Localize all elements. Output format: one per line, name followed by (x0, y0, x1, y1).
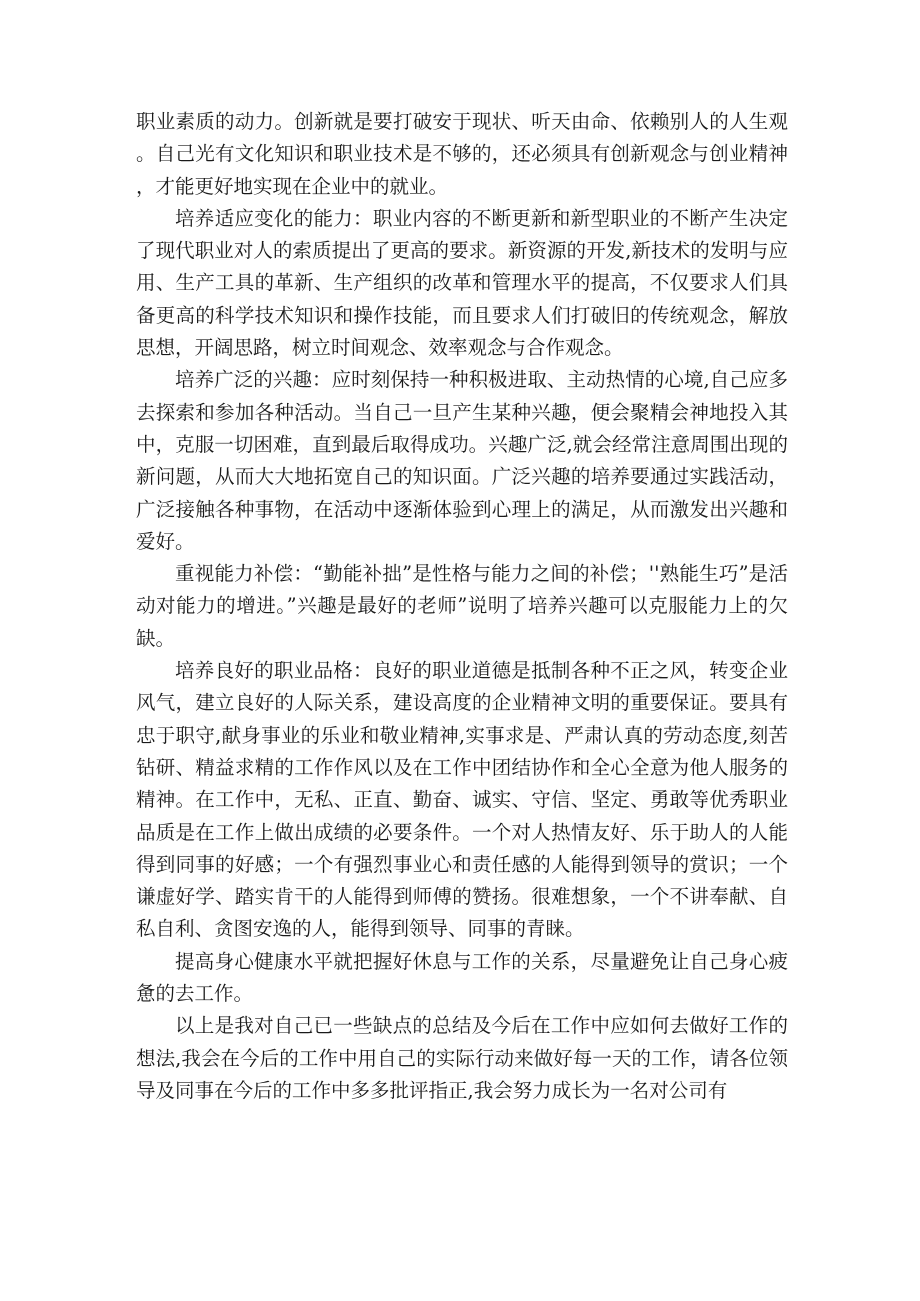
paragraph-innovation-continued: 职业素质的动力。创新就是要打破安于现状、听天由命、依赖别人的人生观。自己光有文化知识和职业技术是不够的，还必须具有创新观念与创业精神，才能更好地实现在企业中的就业。 (136, 110, 788, 198)
paragraph-adaptability: 培养适应变化的能力：职业内容的不断更新和新型职业的不断产生决定了现代职业对人的索质提出了更高的要求。新资源的开发,新技术的发明与应用、生产工具的革新、生产组织的改革和管理水平的提高，不仅要求人们具备更高的科学技术知识和操作技能，而且要求人们打破旧的传统观念，解放思想，开阔思路，树立时间观念、效率观念与合作观念。 (136, 206, 788, 360)
document-body (136, 106, 788, 1107)
paragraph-conclusion: 以上是我对自己已一些缺点的总结及今后在工作中应如何去做好工作的想法,我会在今后的工作中用自己的实际行动来做好每一天的工作，请各位领导及同事在今后的工作中多多批评指正,我会努力成长为一名对公司有 (136, 1014, 788, 1102)
paragraph-health: 提高身心健康水平就把握好休息与工作的关系，尽量避免让自己身心疲惫的去工作。 (136, 949, 788, 1006)
paragraph-broad-interests: 培养广泛的兴趣：应时刻保持一种积极进取、主动热情的心境,自己应多去探索和参加各种活动。当自己一旦产生某种兴趣，便会聚精会神地投入其中，克服一切困难，直到最后取得成功。兴趣广泛,就会经常注意周围出现的新问题，从而大大地拓宽自己的知识面。广泛兴趣的培养要通过实践活动，广泛接触各种事物，在活动中逐渐体验到心理上的满足，从而激发出兴趣和爱好。 (136, 368, 788, 553)
paragraph-ability-compensation: 重视能力补偿：“勤能补拙”是性格与能力之间的补偿；''熟能生巧”是活动对能力的增进。”兴趣是最好的老师”说明了培养兴趣可以克服能力上的欠缺。 (136, 562, 788, 650)
paragraph-professional-character: 培养良好的职业品格：良好的职业道德是抵制各种不正之风，转变企业风气，建立良好的人际关系，建设高度的企业精神文明的重要保证。要具有忠于职守,献身事业的乐业和敬业精神,实事求是、严肃认真的劳动态度,刻苦钻研、精益求精的工作作风以及在工作中团结协作和全心全意为他人服务的精神。在工作中，无私、正直、勤奋、诚实、守信、坚定、勇敢等优秀职业品质是在工作上做出成绩的必要条件。一个对人热情友好、乐于助人的人能得到同事的好感；一个有强烈事业心和责任感的人能得到领导的赏识；一个谦虚好学、踏实肯干的人能得到师傅的赞扬。很难想象，一个不讲奉献、自私自利、贪图安逸的人，能得到领导、同事的青睐。 (136, 659, 788, 941)
